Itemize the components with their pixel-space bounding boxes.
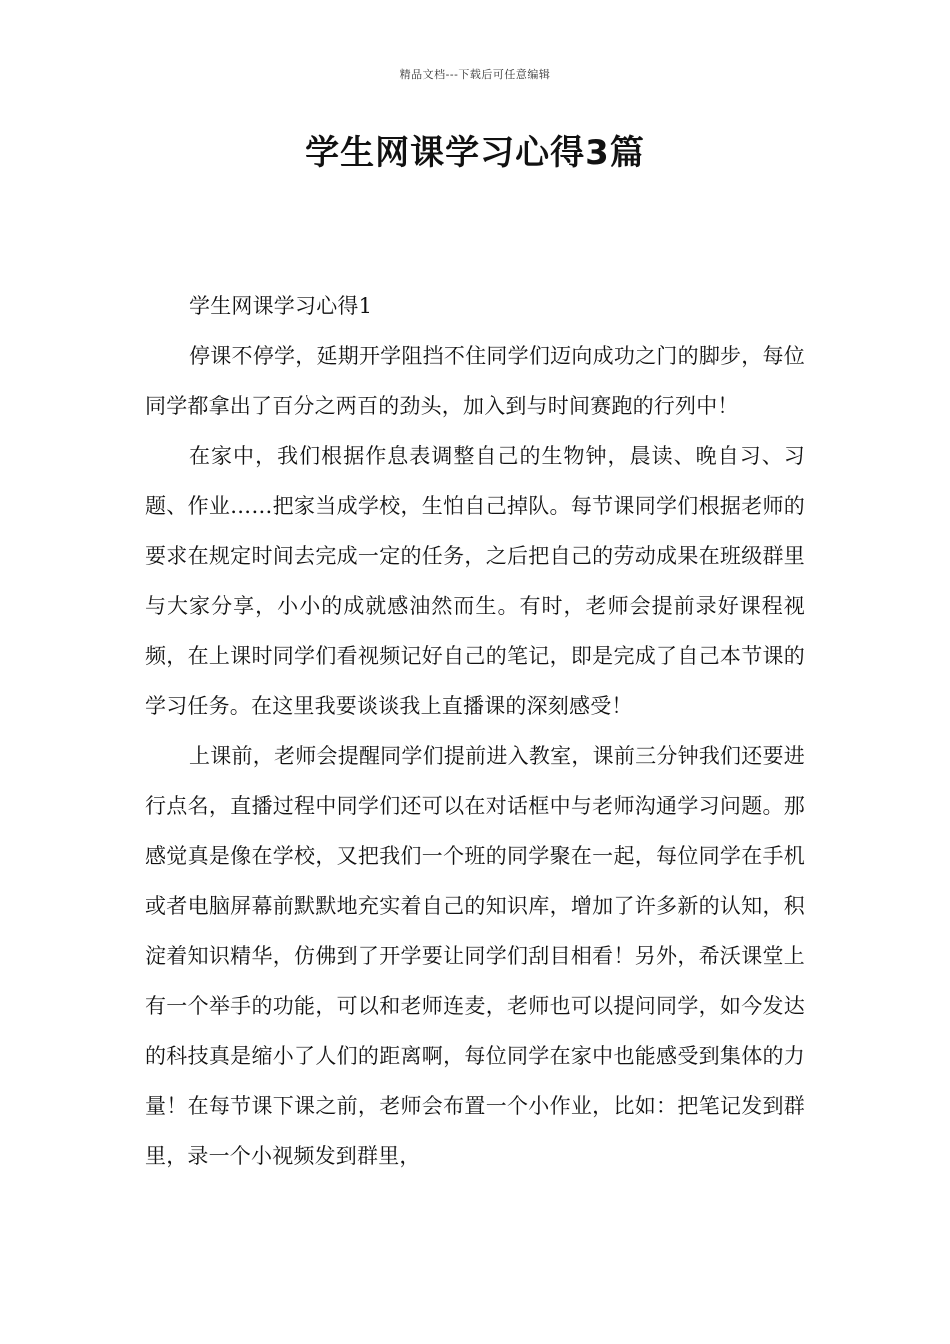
document-body [145,281,805,1181]
document-title: 学生网课学习心得3篇 [305,133,645,173]
header-note: 精品文档---下载后可任意编辑 [399,68,551,81]
paragraph: 在家中，我们根据作息表调整自己的生物钟，晨读、晚自习、习题、作业……把家当成学校，生怕自己掉队。每节课同学们根据老师的要求在规定时间去完成一定的任务，之后把自己的劳动成果在班级群里与大家分享，小小的成就感油然而生。有时，老师会提前录好课程视频，在上课时同学们看视频记好自己的笔记，即是完成了自己本节课的学习任务。在这里我要谈谈我上直播课的深刻感受！ [145,444,805,718]
paragraph: 上课前，老师会提醒同学们提前进入教室，课前三分钟我们还要进行点名，直播过程中同学们还可以在对话框中与老师沟通学习问题。那感觉真是像在学校，又把我们一个班的同学聚在一起，每位同学在手机或者电脑屏幕前默默地充实着自己的知识库，增加了许多新的认知，积淀着知识精华，仿佛到了开学要让同学们刮目相看！另外，希沃课堂上有一个举手的功能，可以和老师连麦，老师也可以提问同学，如今发达的科技真是缩小了人们的距离啊，每位同学在家中也能感受到集体的力量！在每节课下课之前，老师会布置一个小作业，比如：把笔记发到群里，录一个小视频发到群里， [145,744,805,1168]
section-heading: 学生网课学习心得1 [189,294,373,318]
paragraph: 停课不停学，延期开学阻挡不住同学们迈向成功之门的脚步，每位同学都拿出了百分之两百的劲头，加入到与时间赛跑的行列中！ [145,344,805,418]
